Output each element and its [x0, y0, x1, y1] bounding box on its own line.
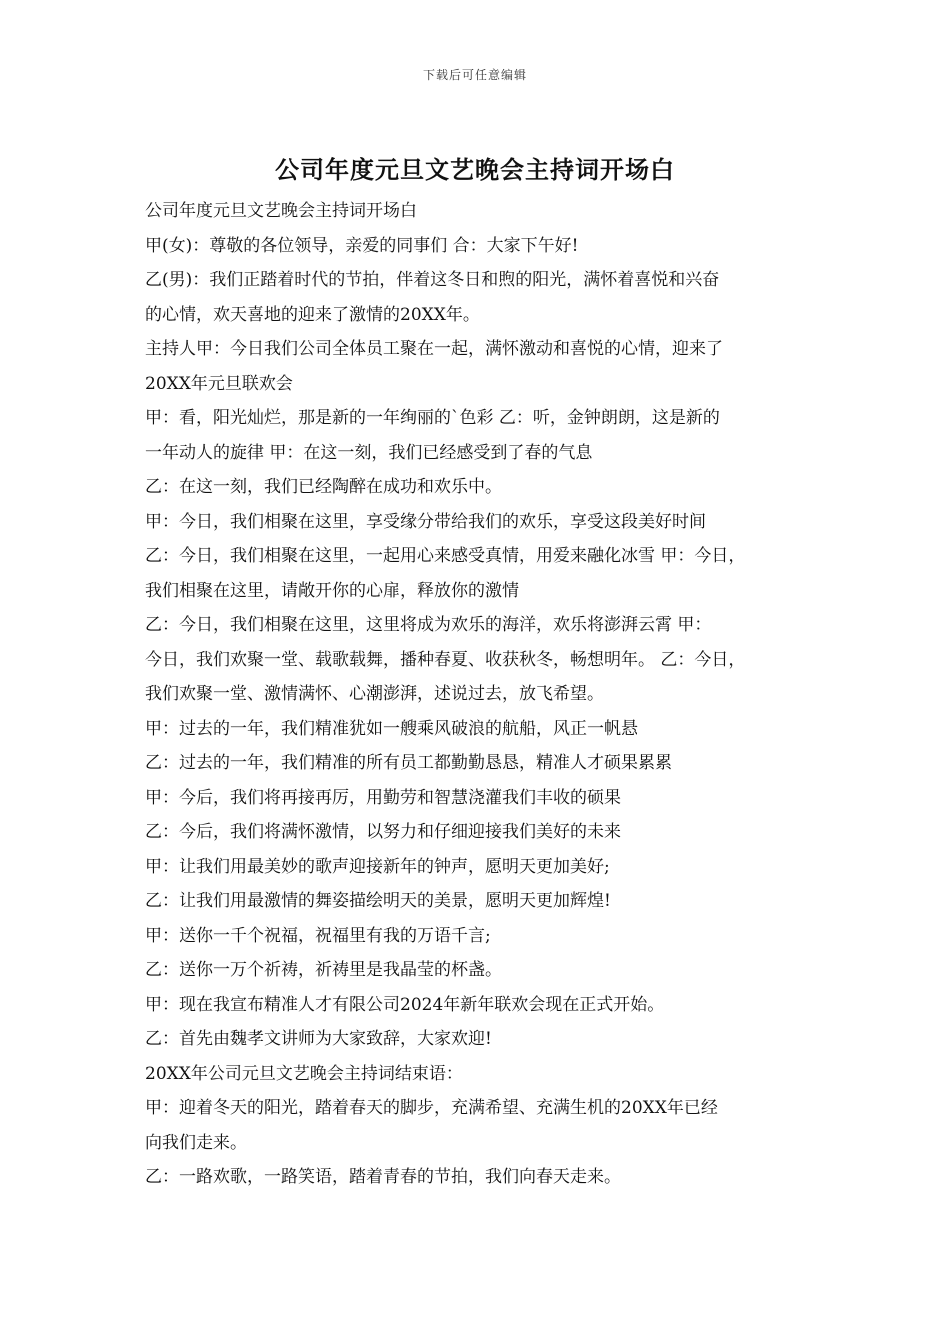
body-line: 乙：今日，我们相聚在这里，这里将成为欢乐的海洋，欢乐将澎湃云霄 甲：	[145, 615, 712, 635]
body-line: 甲：让我们用最美妙的歌声迎接新年的钟声，愿明天更加美好;	[145, 856, 610, 877]
body-line: 甲：看，阳光灿烂，那是新的一年绚丽的`色彩 乙：听，金钟朗朗，这是新的	[145, 408, 720, 428]
body-line: 甲：送你一千个祝福，祝福里有我的万语千言;	[145, 925, 491, 946]
body-line: 乙：送你一万个祈祷，祈祷里是我晶莹的杯盏。	[145, 960, 502, 980]
header-note: 下载后可任意编辑	[422, 68, 527, 82]
body-line: 甲：今日，我们相聚在这里，享受缘分带给我们的欢乐，享受这段美好时间	[145, 511, 706, 532]
body-line: 甲：今后，我们将再接再厉，用勤劳和智慧浇灌我们丰收的硕果	[145, 787, 621, 808]
body-line: 甲：迎着冬天的阳光，踏着春天的脚步，充满希望、充满生机的20XX年已经	[145, 1098, 718, 1118]
document-body	[145, 194, 825, 1195]
body-line: 乙：让我们用最激情的舞姿描绘明天的美景，愿明天更加辉煌!	[145, 891, 611, 911]
body-line: 公司年度元旦文艺晚会主持词开场白	[145, 201, 417, 221]
body-line: 主持人甲：今日我们公司全体员工聚在一起，满怀激动和喜悦的心情，迎来了	[145, 339, 723, 359]
body-line: 乙：今日，我们相聚在这里，一起用心来感受真情，用爱来融化冰雪 甲：今日，	[145, 546, 746, 566]
body-line: 乙：在这一刻，我们已经陶醉在成功和欢乐中。	[145, 477, 502, 497]
body-line: 甲：过去的一年，我们精准犹如一艘乘风破浪的航船，风正一帆悬	[145, 718, 638, 739]
body-line: 甲：现在我宣布精准人才有限公司2024年新年联欢会现在正式开始。	[145, 994, 665, 1015]
body-line: 我们欢聚一堂、激情满怀、心潮澎湃，述说过去，放飞希望。	[145, 684, 604, 704]
document-title: 公司年度元旦文艺晚会主持词开场白	[275, 155, 675, 184]
body-line: 今日，我们欢聚一堂、载歌载舞，播种春夏、收获秋冬，畅想明年。 乙：今日，	[145, 649, 746, 670]
body-line: 乙(男)：我们正踏着时代的节拍，伴着这冬日和煦的阳光，满怀着喜悦和兴奋	[145, 270, 720, 290]
body-line: 20XX年公司元旦文艺晚会主持词结束语：	[145, 1063, 463, 1084]
body-line: 乙：一路欢歌，一路笑语，踏着青春的节拍，我们向春天走来。	[145, 1167, 621, 1187]
body-line: 的心情，欢天喜地的迎来了激情的20XX年。	[145, 304, 480, 325]
body-line: 20XX年元旦联欢会	[145, 373, 293, 394]
body-line: 乙：今后，我们将满怀激情，以努力和仔细迎接我们美好的未来	[145, 822, 621, 842]
body-line: 向我们走来。	[145, 1132, 247, 1153]
body-line: 甲(女)：尊敬的各位领导，亲爱的同事们 合：大家下午好!	[145, 235, 579, 256]
body-line: 乙：过去的一年，我们精准的所有员工都勤勤恳恳，精准人才硕果累累	[145, 753, 672, 773]
body-line: 一年动人的旋律 甲：在这一刻，我们已经感受到了春的气息	[145, 442, 593, 463]
body-line: 乙：首先由魏孝文讲师为大家致辞，大家欢迎!	[145, 1029, 492, 1049]
body-line: 我们相聚在这里，请敞开你的心扉，释放你的激情	[145, 580, 519, 601]
